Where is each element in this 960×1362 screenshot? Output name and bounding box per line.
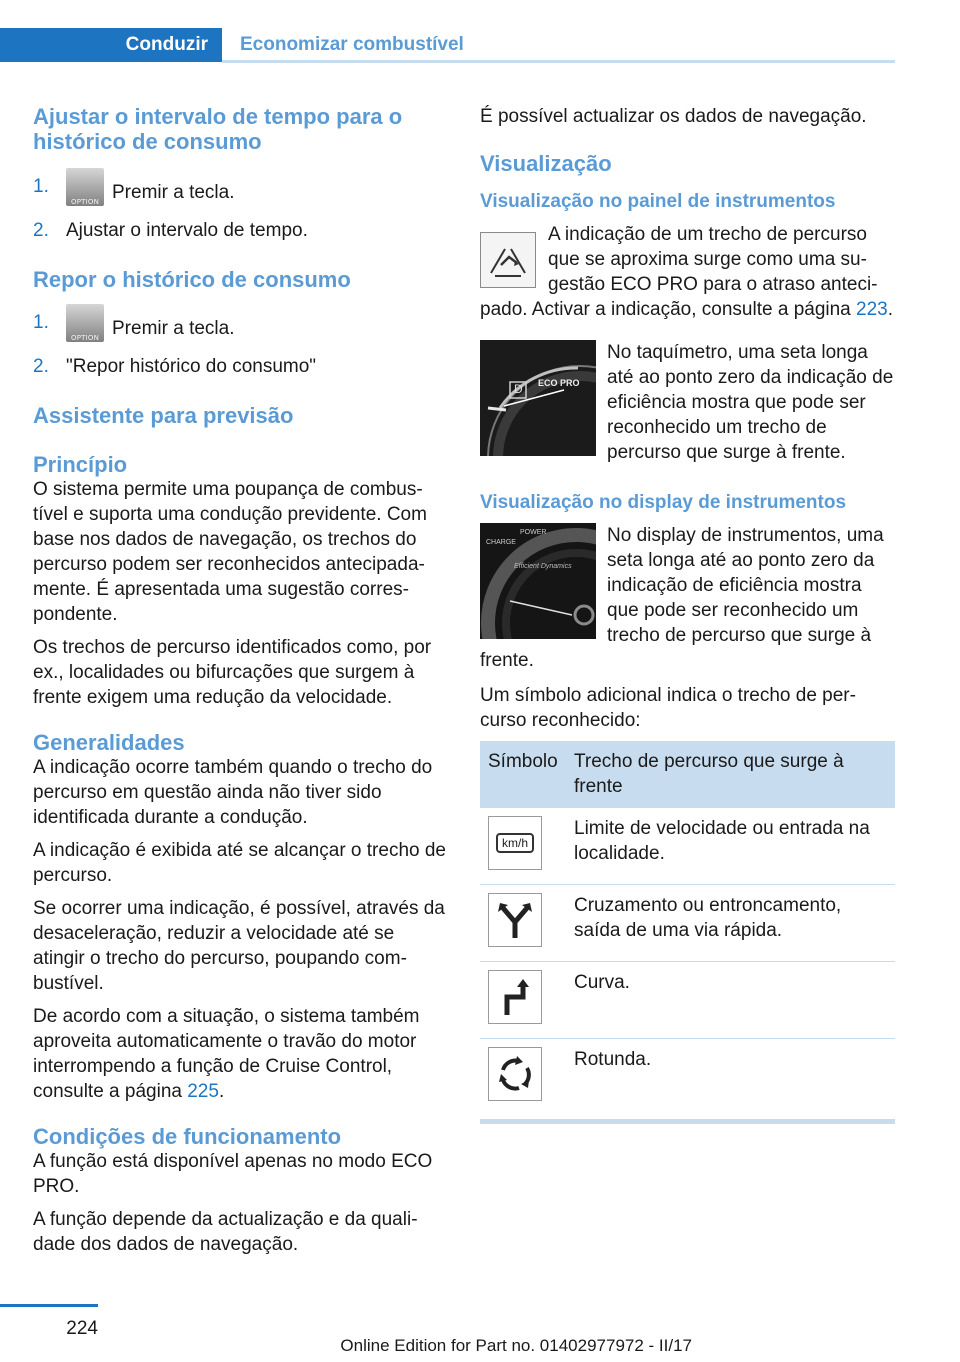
footer-rule (0, 1304, 98, 1307)
table-bottom-rule (480, 1119, 895, 1124)
speed-limit-icon: km/h (488, 816, 542, 870)
heading-cluster: Visualização no display de instrumentos (480, 492, 847, 513)
step-number: 2. (33, 220, 49, 241)
panel-section: A indicação de um trecho de percurso que se aproxima surge como uma sugestão ECO PRO para o atraso antecipado. Activar a indicação, consulte a página 223. (480, 224, 894, 320)
step-text: "Repor histórico do consumo" (66, 356, 317, 377)
speedometer-section (480, 340, 895, 465)
conditions-paragraph-2: A função depende da actualização e da qualidade dos dados de navegação. (33, 1209, 418, 1255)
step-item (33, 168, 448, 212)
charge-label: CHARGE (486, 539, 516, 546)
junction-icon (488, 893, 542, 947)
step-text: Premir a tecla. (112, 318, 235, 339)
table-row (480, 962, 895, 1039)
step-number: 2. (33, 356, 49, 377)
nav-update-text: É possível actualizar os dados de navegação. (480, 106, 867, 127)
step-text: Ajustar o intervalo de tempo. (66, 220, 308, 241)
header-rule (222, 60, 895, 63)
roundabout-icon (488, 1047, 542, 1101)
heading-reset: Repor o histórico de consumo (33, 267, 351, 292)
row-description: Curva. (566, 962, 895, 1039)
heading-principle: Princípio (33, 452, 128, 477)
heading-panel: Visualização no painel de instrumentos (480, 191, 836, 212)
general-paragraph-2: A indicação é exibida até se alcançar o trecho de percurso. (33, 840, 446, 886)
step-item (33, 354, 448, 379)
step-number: 1. (33, 176, 49, 197)
table-row (480, 1039, 895, 1116)
heading-assistant: Assistente para previsão (33, 403, 294, 428)
general-paragraph-3: Se ocorrer uma indicação, é possível, através da desaceleração, reduzir a velocidade até se atingir o trecho do percurso, poupando combustível. (33, 898, 445, 994)
column-header-symbol: Símbolo (480, 741, 566, 808)
page-number: 224 (66, 1318, 98, 1339)
symbol-intro-text: Um símbolo adicional indica o trecho de percurso reconhecido: (480, 685, 856, 731)
right-column (480, 100, 895, 1124)
reset-steps (33, 304, 448, 379)
row-description: Rotunda. (566, 1039, 895, 1116)
principle-paragraph-1: O sistema permite uma poupança de combustível e suporta uma condução previdente. Com base nos dados de navegação, os trechos do percurso podem ser reconhecidos antecipadamente. É apresentada uma sugestão correspondente. (33, 479, 427, 625)
table-row (480, 808, 895, 885)
interval-steps (33, 168, 448, 243)
step-item (33, 304, 448, 348)
principle-paragraph-2: Os trechos de percurso identificados como, por ex., localidades ou bifurcações que surgem à frente exigem uma redução da velocidade. (33, 637, 432, 708)
table-row (480, 885, 895, 962)
general-paragraph-1: A indicação ocorre também quando o trecho do percurso em questão ainda não tiver sido identificada durante a condução. (33, 757, 433, 828)
general-paragraph-4: De acordo com a situação, o sistema também aproveita automaticamente o travão do motor interrompendo a função de Cruise Control, consulte a página 225. (33, 1006, 420, 1102)
power-label: POWER (520, 529, 547, 536)
speedometer-image (480, 340, 596, 456)
option-button-icon: OPTION (66, 168, 104, 206)
efficient-dynamics-label: Efficient Dynamics (514, 563, 572, 570)
left-column (33, 100, 448, 1257)
step-text: Premir a tecla. (112, 182, 235, 203)
option-button-icon: OPTION (66, 304, 104, 342)
symbol-table (480, 741, 895, 1115)
heading-general: Generalidades (33, 730, 185, 755)
page-link-223[interactable]: 223 (856, 299, 888, 320)
page-header (0, 28, 895, 62)
edition-text: Online Edition for Part no. 01402977972 - II/17 (340, 1336, 692, 1355)
heading-interval: Ajustar o intervalo de tempo para o histórico de consumo (33, 104, 403, 154)
table-header-row (480, 741, 895, 808)
heading-conditions: Condições de funcionamento (33, 1124, 342, 1149)
page-link-225[interactable]: 225 (187, 1081, 219, 1102)
gear-indicator: D (514, 382, 523, 396)
step-item (33, 218, 448, 243)
row-description: Limite de velocidade ou entrada na localidade. (566, 808, 895, 885)
eco-pro-warning-icon (480, 232, 536, 288)
eco-pro-label: ECO PRO (538, 378, 580, 388)
section-tab: Conduzir (0, 28, 222, 62)
column-header-description: Trecho de percurso que surge à frente (566, 741, 895, 808)
cluster-paragraph: No display de instrumentos, uma seta longa até ao ponto zero da indicação de eficiência mostra que pode ser reconhecido um trecho de percurso que surge à frente. (480, 525, 884, 671)
curve-icon (488, 970, 542, 1024)
heading-display: Visualização (480, 151, 612, 176)
subsection-tab: Economizar combustível (222, 28, 895, 62)
cluster-section (480, 523, 895, 673)
conditions-paragraph-1: A função está disponível apenas no modo ECO PRO. (33, 1151, 433, 1197)
row-description: Cruzamento ou entroncamento, saída de uma via rápida. (566, 885, 895, 962)
instrument-display-image (480, 523, 596, 639)
speedometer-paragraph: No taquímetro, uma seta longa até ao ponto zero da indicação de eficiência mostra que pode ser reconhecido um trecho de percurso que surge à frente. (607, 342, 894, 463)
panel-paragraph-1: A indicação de um trecho de percurso que se aproxima surge como uma sugestão ECO PRO para o atraso antecipado. Activar a indicação, consulte a página (480, 224, 878, 320)
step-number: 1. (33, 312, 49, 333)
